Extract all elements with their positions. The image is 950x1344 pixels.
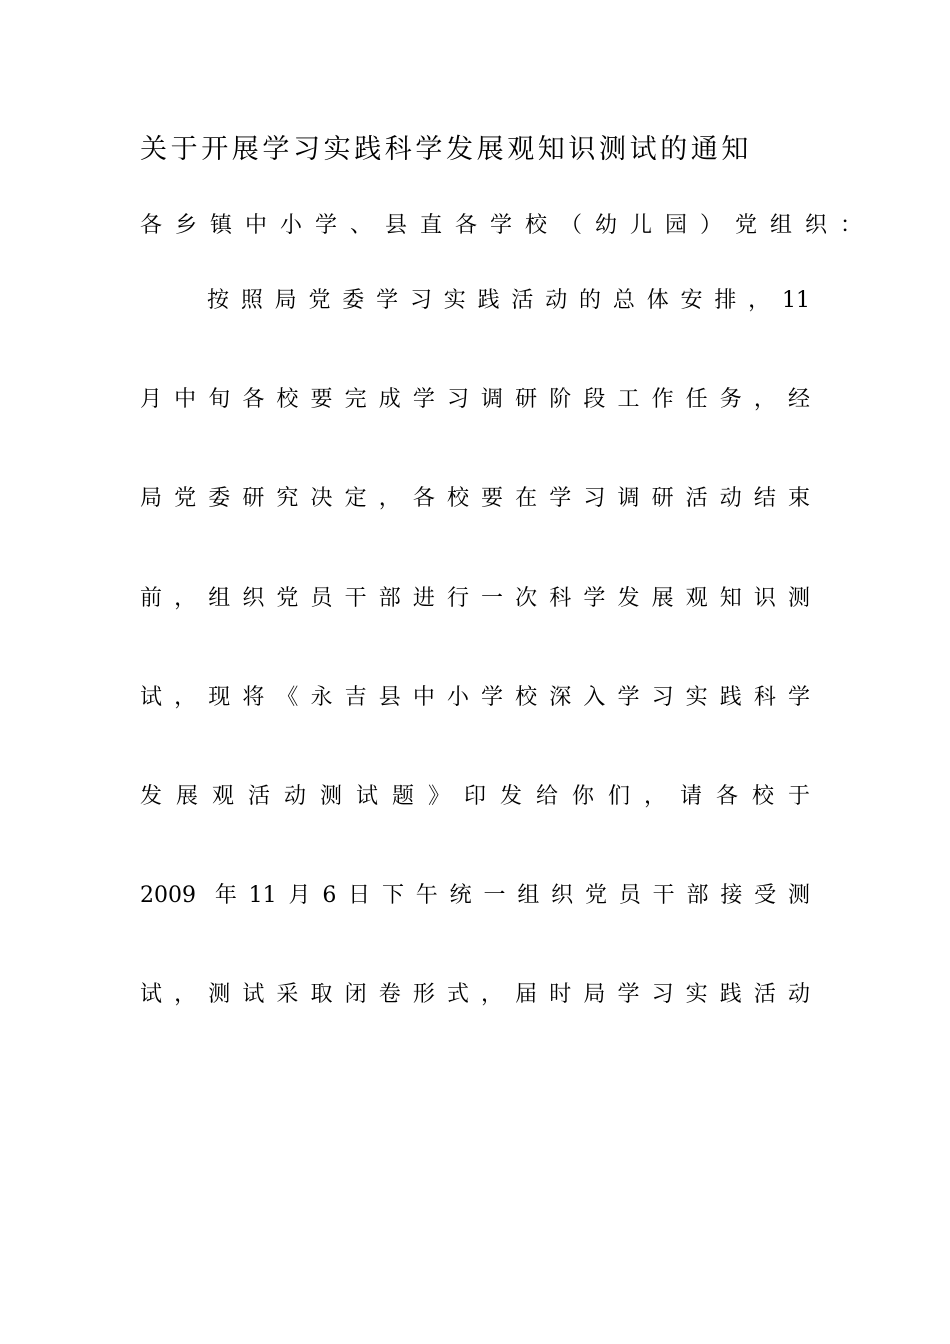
body-line: 按照局党委学习实践活动的总体安排，11 (207, 288, 810, 313)
document-title: 关于开展学习实践科学发展观知识测试的通知 (140, 134, 752, 165)
body-line: 试，现将《永吉县中小学校深入学习实践科学 (140, 685, 810, 710)
body-line: 2009 年11月6日下午统一组织党员干部接受测 (140, 883, 810, 908)
body-line: 前，组织党员干部进行一次科学发展观知识测 (140, 586, 810, 611)
body-line: 局党委研究决定，各校要在学习调研活动结束 (140, 486, 810, 511)
body-line: 试，测试采取闭卷形式，届时局学习实践活动 (140, 982, 810, 1007)
body-line: 发展观活动测试题》印发给你们，请各校于 (140, 784, 810, 809)
salutation: 各乡镇中小学、县直各学校（幼儿园）党组织： (140, 213, 876, 238)
body-line: 月中旬各校要完成学习调研阶段工作任务，经 (140, 387, 810, 412)
